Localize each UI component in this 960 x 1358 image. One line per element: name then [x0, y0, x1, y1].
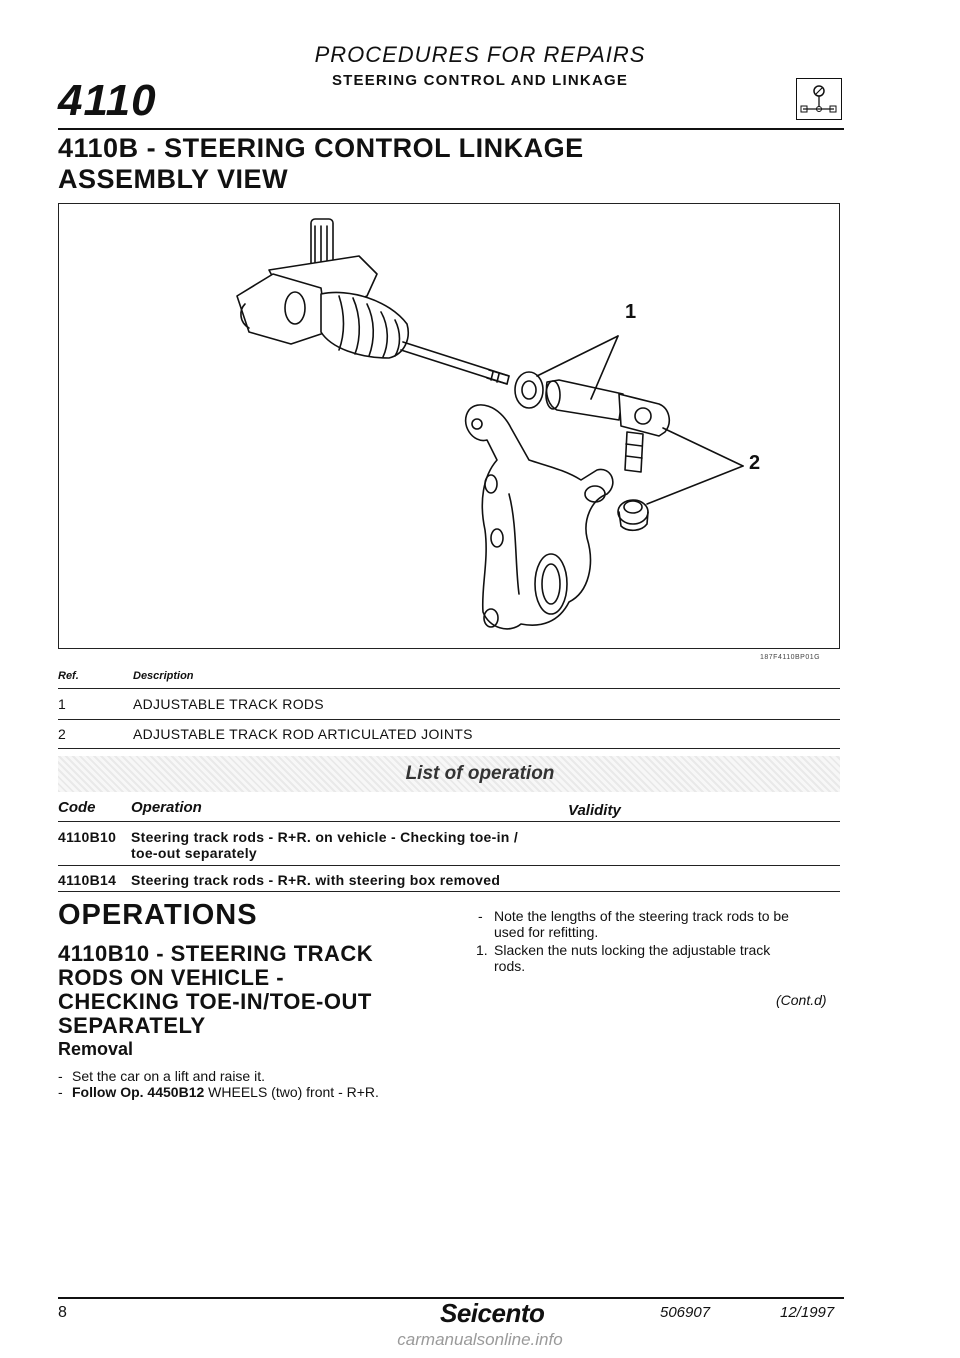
- parts-header-description: Description: [133, 670, 194, 682]
- right-step-line-2: rods.: [494, 958, 526, 974]
- right-step-line-1: Note the lengths of the steering track rods to be: [494, 908, 789, 924]
- parts-rule: [58, 748, 840, 749]
- parts-row-ref: 1: [58, 696, 67, 712]
- document-code: 506907: [660, 1304, 711, 1321]
- page-title-line-2: ASSEMBLY VIEW: [58, 164, 289, 194]
- parts-rule: [58, 719, 840, 720]
- right-step-bullet: -: [478, 908, 483, 924]
- ops-row-code: 4110B14: [58, 872, 117, 888]
- removal-heading: Removal: [58, 1039, 134, 1059]
- document-date: 12/1997: [780, 1304, 835, 1321]
- ops-rule: [58, 821, 840, 822]
- parts-header-ref: Ref.: [58, 670, 79, 682]
- ops-rule: [58, 865, 840, 866]
- left-step-bullet: -: [58, 1084, 63, 1100]
- op-reference-text: WHEELS (two) front - R+R.: [204, 1084, 379, 1100]
- parts-row-description: ADJUSTABLE TRACK ROD ARTICULATED JOINTS: [133, 726, 473, 742]
- page-title-line-1: 4110B - STEERING CONTROL LINKAGE: [58, 133, 584, 163]
- page-title: [58, 133, 584, 195]
- ops-row-operation-line-1: Steering track rods - R+R. with steering box removed: [131, 872, 501, 888]
- brand-logo: Seicento: [440, 1298, 545, 1328]
- watermark: carmanualsonline.info: [397, 1330, 563, 1349]
- operation-heading: [58, 942, 373, 1038]
- right-step-line-1: Slacken the nuts locking the adjustable track: [494, 942, 771, 958]
- figure-code: 187F4110BP01G: [760, 654, 821, 661]
- assembly-figure: [58, 203, 840, 649]
- section-number: 4110: [58, 76, 157, 125]
- operation-heading-line: RODS ON VEHICLE -: [58, 965, 285, 990]
- header-rule: [58, 128, 844, 130]
- steering-linkage-icon: [796, 78, 842, 120]
- left-step-text: Set the car on a lift and raise it.: [72, 1068, 265, 1084]
- left-step-bullet: -: [58, 1068, 63, 1084]
- steering-assembly-drawing: [59, 204, 839, 648]
- ops-header-code: Code: [58, 799, 96, 816]
- right-step-line-2: used for refitting.: [494, 924, 599, 940]
- header-subtitle: STEERING CONTROL AND LINKAGE: [331, 72, 629, 89]
- parts-row-ref: 2: [58, 726, 67, 742]
- ops-rule: [58, 891, 840, 892]
- ops-row-code: 4110B10: [58, 829, 117, 845]
- ops-header-operation: Operation: [131, 799, 202, 816]
- right-step-bullet: 1.: [476, 942, 488, 958]
- continued-note: (Cont.d): [776, 992, 827, 1008]
- callout-1: 1: [625, 301, 637, 323]
- op-reference: Follow Op. 4450B12: [72, 1084, 205, 1100]
- ops-row-operation-line-2: toe-out separately: [131, 845, 257, 861]
- parts-row-description: ADJUSTABLE TRACK RODS: [133, 696, 324, 712]
- list-of-operation-title: List of operation: [405, 763, 555, 784]
- operation-heading-line: SEPARATELY: [58, 1013, 206, 1038]
- operation-heading-line: CHECKING TOE-IN/TOE-OUT: [58, 989, 372, 1014]
- header-title: PROCEDURES FOR REPAIRS: [314, 42, 646, 67]
- operation-heading-line: 4110B10 - STEERING TRACK: [58, 941, 374, 966]
- ops-header-validity: Validity: [568, 802, 621, 819]
- operations-heading: OPERATIONS: [58, 899, 258, 931]
- ops-row-operation-line-1: Steering track rods - R+R. on vehicle - Checking toe-in /: [131, 829, 519, 845]
- parts-rule: [58, 688, 840, 689]
- callout-2: 2: [749, 452, 761, 474]
- page-number: 8: [58, 1304, 67, 1321]
- left-step-text: [72, 1084, 379, 1100]
